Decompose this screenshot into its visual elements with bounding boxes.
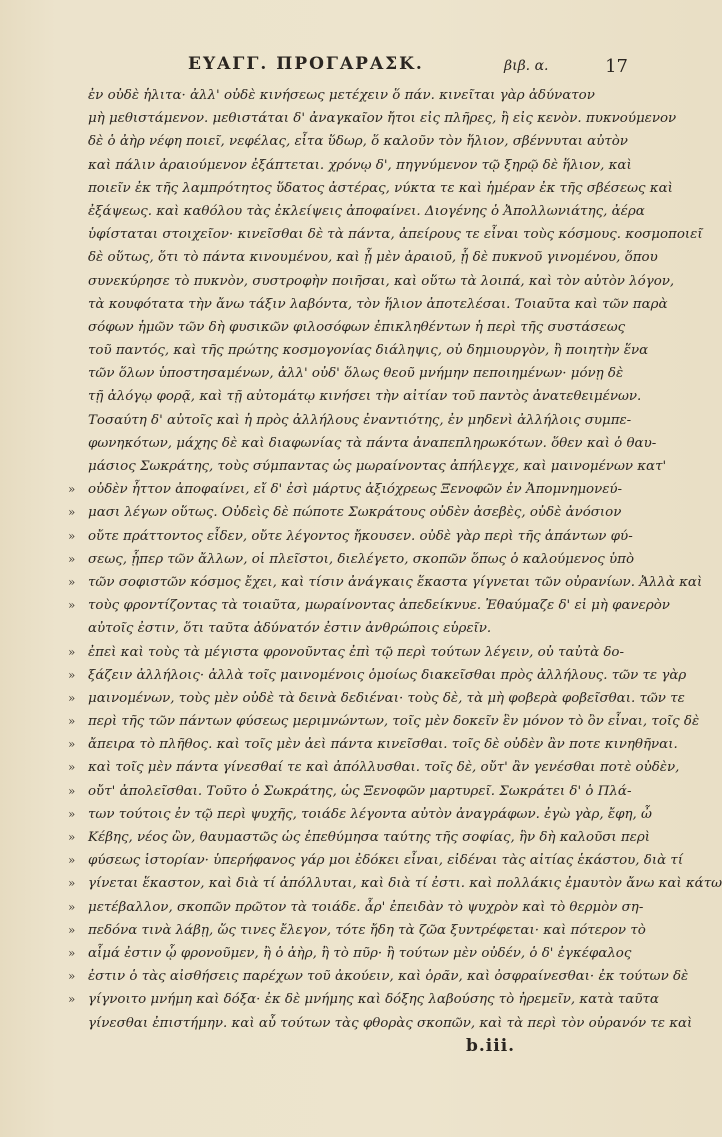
text-line (88, 270, 675, 293)
line-text: μὴ μεθιστάμενον. μεθιστάται δ' ἀναγκαῖον ἤτοι εἰς πλῆρες, ἢ εἰς κενὸν. πυκνούμενον (88, 111, 677, 127)
line-text: Τοσαύτη δ' αὐτοῖς καὶ ἡ πρὸς ἀλλήλους ἐναντιότης, ἐν μηδενὶ ἀλλήλοις συμπε- (88, 412, 632, 428)
line-text: δὲ οὕτως, ὅτι τὸ πάντα κινουμένου, καὶ ᾗ μὲν ἀραιοῦ, ᾗ δὲ πυκνοῦ γινομένου, ὅπου (88, 250, 658, 266)
quotation-mark: » (68, 574, 76, 589)
line-text: ὑφίσταται στοιχεῖον· κινεῖσθαι δὲ τὰ πάντα, ἀπείρους τε εἶναι τοὺς κόσμους. κοσμοποιεῖ (88, 227, 703, 243)
text-line (88, 432, 657, 455)
text-line (88, 154, 632, 177)
line-text: τὰ κουφότατα τὴν ἄνω τάξιν λαβόντα, τὸν ἥλιον ἀποτελέσαι. Τοιαῦτα καὶ τῶν παρὰ (88, 296, 668, 312)
text-line (68, 988, 659, 1011)
line-text: αὐτοῖς ἐστιν, ὅτι ταῦτα ἀδύνατόν ἐστιν ἀνθρώποις εὑρεῖν. (88, 621, 492, 637)
line-text: πεδόνα τινὰ λάβῃ, ὥς τινες ἔλεγον, τότε ἤδη τὰ ζῶα ξυντρέφεται· καὶ πότερον τὸ (88, 922, 646, 938)
line-text: καὶ πάλιν ἀραιούμενον ἐξάπτεται. χρόνῳ δ', πηγνύμενον τῷ ξηρῷ δὲ ἥλιον, καὶ (88, 157, 632, 173)
text-line (68, 548, 635, 571)
line-text: τῇ ἀλόγῳ φορᾷ, καὶ τῇ αὐτομάτῳ κινήσει τὴν αἰτίαν τοῦ παντὸς ἀνατεθειμένων. (88, 389, 642, 405)
line-text: οὔτ' ἀπολεῖσθαι. Τοῦτο ὁ Σωκράτης, ὡς Ξενοφῶν μαρτυρεῖ. Σωκράτει δ' ὁ Πλά- (88, 783, 632, 799)
text-line (68, 826, 650, 849)
quotation-mark: » (68, 690, 76, 705)
text-line (88, 339, 649, 362)
text-line (68, 942, 632, 965)
text-line (68, 687, 685, 710)
text-line (68, 896, 644, 919)
text-line (68, 478, 623, 501)
page-number: 17 (605, 56, 628, 77)
line-text: δὲ ὁ ἀὴρ νέφη ποιεῖ, νεφέλας, εἶτα ὕδωρ, ὅ καλοῦν τὸν ἥλιον, σβέννυται αὐτὸν (88, 134, 628, 150)
text-line (68, 641, 625, 664)
text-line (68, 849, 684, 872)
text-line (88, 107, 677, 130)
text-line (88, 84, 595, 107)
text-line (88, 385, 642, 408)
line-text: γίνεται ἕκαστον, καὶ διὰ τί ἀπόλλυται, καὶ διὰ τί ἐστι. καὶ πολλάκις ἐμαυτὸν ἄνω καὶ κάτω (88, 876, 722, 892)
text-line (88, 617, 590, 640)
text-line (68, 501, 622, 524)
line-text: ξάζειν ἀλλήλοις· ἀλλὰ τοῖς μαινομένοις ὁμοίως διακεῖσθαι πρὸς ἀλλήλους. τῶν τε γὰρ (88, 667, 687, 683)
line-text: φωνηκότων, μάχης δὲ καὶ διαφωνίας τὰ πάντα ἀναπεπληρωκότων. ὅθεν καὶ ὁ θαυ- (88, 435, 657, 451)
page-header (188, 54, 628, 80)
line-text: ποιεῖν ἐκ τῆς λαμπρότητος ὕδατος ἀστέρας, νύκτα τε καὶ ἡμέραν ἐκ τῆς σβέσεως καὶ (88, 180, 673, 196)
quotation-mark: » (68, 853, 76, 868)
text-line (68, 710, 700, 733)
line-text: ἐστιν ὁ τὰς αἰσθήσεις παρέχων τοῦ ἀκούειν, καὶ ὁρᾶν, καὶ ὀσφραίνεσθαι· ἐκ τούτων δὲ (88, 969, 689, 985)
text-line (68, 525, 633, 548)
text-line (68, 780, 632, 803)
text-line (88, 293, 668, 316)
text-line (88, 130, 628, 153)
text-line (88, 200, 645, 223)
line-text: περὶ τῆς τῶν πάντων φύσεως μεριμνώντων, τοῖς μὲν δοκεῖν ἓν μόνον τὸ ὂν εἶναι, τοῖς δὲ (88, 714, 700, 730)
text-line (88, 246, 658, 269)
line-text: σόφων ἡμῶν τῶν δὴ φυσικῶν φιλοσόφων ἐπικληθέντων ἡ περὶ τῆς συστάσεως (88, 319, 626, 335)
quotation-mark: » (68, 760, 76, 775)
line-text: τῶν σοφιστῶν κόσμος ἔχει, καὶ τίσιν ἀνάγκαις ἕκαστα γίγνεται τῶν οὐρανίων. Ἀλλὰ καὶ (88, 574, 703, 590)
quotation-mark: » (68, 551, 76, 566)
line-text: των τούτοις ἐν τῷ περὶ ψυχῆς, τοιάδε λέγοντα αὐτὸν ἀναγράφων. ἐγὼ γὰρ, ἔφη, ὦ (88, 806, 652, 822)
text-line (68, 756, 680, 779)
line-text: ἐν οὐδὲ ἡλιτα· ἀλλ' οὐδὲ κινήσεως μετέχειν ὅ πάν. κινεῖται γὰρ ἀδύνατον (88, 88, 595, 103)
line-text: καὶ τοῖς μὲν πάντα γίνεσθαί τε καὶ ἀπόλλυσθαι. τοῖς δὲ, οὔτ' ἂν γενέσθαι ποτὲ οὐδὲν, (88, 760, 680, 776)
text-line (68, 571, 703, 594)
text-line (88, 316, 626, 339)
line-text: φύσεως ἱστορίαν· ὑπερήφανος γάρ μοι ἐδόκει εἶναι, εἰδέναι τὰς αἰτίας ἑκάστου, διὰ τί (88, 853, 684, 869)
line-text: τοῦ παντός, καὶ τῆς πρώτης κοσμογονίας διάληψις, οὐ δημιουργὸν, ἢ ποιητὴν ἕνα (88, 343, 649, 359)
text-line (88, 409, 632, 432)
quotation-mark: » (68, 598, 76, 613)
line-text: μασι λέγων οὕτως. Οὐδεὶς δὲ πώποτε Σωκράτους οὐδὲν ἀσεβὲς, οὐδὲ ἀνόσιον (88, 505, 622, 521)
line-text: συνεκύρησε τὸ πυκνὸν, συστροφὴν ποιῆσαι, καὶ οὕτω τὰ λοιπά, καὶ τὸν αὐτὸν λόγον, (88, 273, 675, 289)
text-line (68, 594, 670, 617)
quotation-mark: » (68, 969, 76, 984)
line-text: οὐδὲν ἧττον ἀποφαίνει, εἴ δ' ἐσὶ μάρτυς ἀξιόχρεως Ξενοφῶν ἐν Ἀπομνημονεύ- (88, 482, 623, 498)
quotation-mark: » (68, 667, 76, 682)
text-line (68, 733, 678, 756)
line-text: Κέβης, νέος ὢν, θαυμαστῶς ὡς ἐπεθύμησα ταύτης τῆς σοφίας, ἣν δὴ καλοῦσι περὶ (88, 830, 650, 845)
text-line (88, 1012, 693, 1035)
line-text: μάσιος Σωκράτης, τοὺς σύμπαντας ὡς μωραίνοντας ἀπήλεγχε, καὶ μαινομένων κατ' (88, 459, 667, 474)
quotation-mark: » (68, 876, 76, 891)
quotation-mark: » (68, 714, 76, 729)
text-line (68, 965, 689, 988)
quotation-mark: » (68, 644, 76, 659)
text-line (68, 664, 687, 687)
quotation-mark: » (68, 945, 76, 960)
running-head: ΕΥΑΓΓ. ΠΡΟΓΑΡΑΣΚ. (188, 54, 424, 74)
body-text (68, 84, 722, 1035)
line-text: ἄπειρα τὸ πλῆθος. καὶ τοῖς μὲν ἀεὶ πάντα κινεῖσθαι. τοῖς δὲ οὐδὲν ἂν ποτε κινηθῆναι. (88, 737, 678, 753)
text-line (88, 362, 624, 385)
quotation-mark: » (68, 830, 76, 844)
line-text: οὔτε πράττοντος εἶδεν, οὔτε λέγοντος ἤκουσεν. οὐδὲ γὰρ περὶ τῆς ἁπάντων φύ- (88, 528, 633, 544)
quotation-mark: » (68, 528, 76, 543)
text-line (68, 872, 722, 895)
text-line (88, 223, 703, 246)
text-line (68, 803, 652, 826)
text-line (68, 919, 646, 942)
line-text: τοὺς φροντίζοντας τὰ τοιαῦτα, μωραίνοντας ἀπεδείκνυε. Ἐθαύμαζε δ' εἰ μὴ φανερὸν (88, 598, 670, 614)
line-text: γίνεσθαι ἐπιστήμην. καὶ αὖ τούτων τὰς φθορὰς σκοπῶν, καὶ τὰ περὶ τὸν οὐρανόν τε καὶ (88, 1015, 693, 1031)
section-mark: βιβ. α. (504, 58, 549, 74)
quotation-mark: » (68, 482, 76, 497)
line-text: μαινομένων, τοὺς μὲν οὐδὲ τὰ δεινὰ δεδιέναι· τοὺς δὲ, τὰ μὴ φοβερὰ φοβεῖσθαι. τῶν τε (88, 690, 685, 706)
text-line (88, 455, 667, 478)
quotation-mark: » (68, 737, 76, 752)
line-text: σεως, ᾗπερ τῶν ἄλλων, οἱ πλεῖστοι, διελέγετο, σκοπῶν ὅπως ὁ καλούμενος ὑπὸ (88, 551, 635, 567)
line-text: μετέβαλλον, σκοπῶν πρῶτον τὰ τοιάδε. ἆρ' ἐπειδὰν τὸ ψυχρὸν καὶ τὸ θερμὸν ση- (88, 899, 644, 915)
quotation-mark: » (68, 922, 76, 937)
quotation-mark: » (68, 783, 76, 798)
quotation-mark: » (68, 806, 76, 821)
line-text: αἷμά ἐστιν ᾧ φρονοῦμεν, ἢ ὁ ἀὴρ, ἢ τὸ πῦρ· ἢ τούτων μὲν οὐδέν, ὁ δ' ἐγκέφαλος (88, 945, 632, 961)
line-text: ἐπεὶ καὶ τοὺς τὰ μέγιστα φρονοῦντας ἐπὶ τῷ περὶ τούτων λέγειν, οὐ ταὐτὰ δο- (88, 644, 625, 660)
quotation-mark: » (68, 505, 76, 520)
line-text: τῶν ὅλων ὑποστησαμένων, ἀλλ' οὐδ' ὅλως θεοῦ μνήμην πεποιημένων· μόνῃ δὲ (88, 366, 624, 382)
signature-mark: b.iii. (466, 1036, 516, 1056)
line-text: γίγνοιτο μνήμη καὶ δόξα· ἐκ δὲ μνήμης καὶ δόξης λαβούσης τὸ ἠρεμεῖν, κατὰ ταῦτα (88, 992, 659, 1008)
line-text: ἐξάψεως. καὶ καθόλου τὰς ἐκλείψεις ἀποφαίνει. Διογένης ὁ Ἀπολλωνιάτης, ἀέρα (88, 203, 645, 219)
quotation-mark: » (68, 899, 76, 914)
quotation-mark: » (68, 992, 76, 1007)
text-line (88, 177, 673, 200)
